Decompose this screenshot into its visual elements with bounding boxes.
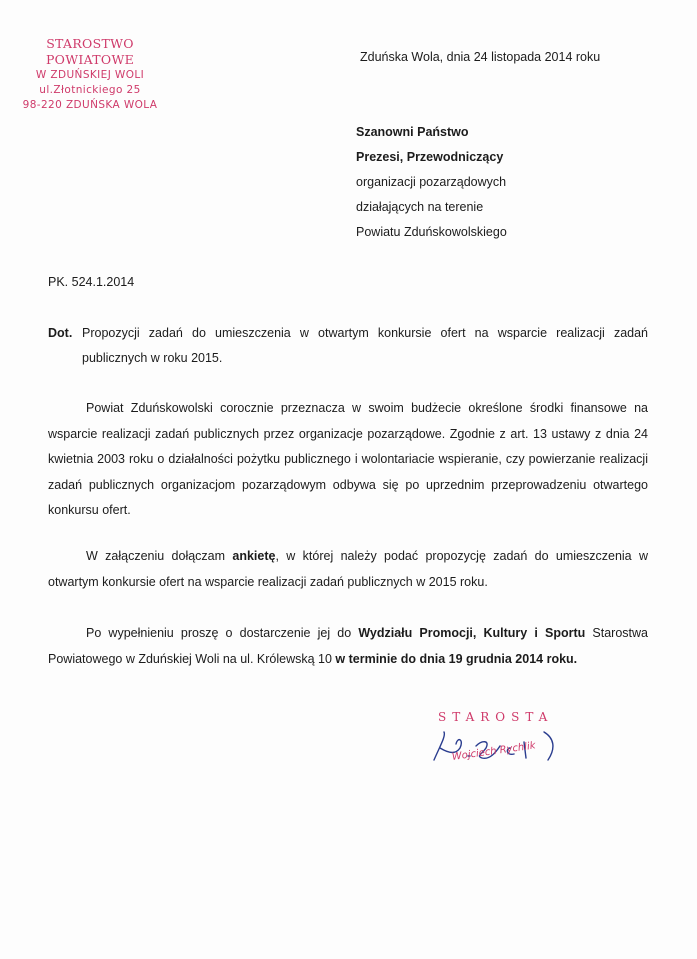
- signature-role-stamp: STAROSTA: [438, 710, 554, 724]
- stamp-line-4: 98-220 ZDUŃSKA WOLA: [22, 99, 158, 111]
- paragraph-3-text-b: Starostwa Powiatowego w Zduńskiej Woli na ul. Królewską 10: [48, 626, 648, 666]
- paragraph-2-text-b: , w której należy podać propozycję zadań do umieszczenia w otwartym konkursie ofert na wsparcie realizacji zadań publicznych w 2015 roku.: [48, 549, 648, 589]
- signature-name-stamp: Wojciech Rychlik: [451, 740, 537, 763]
- stamp-line-3: ul.Złotnickiego 25: [39, 84, 141, 96]
- addressee-line-5: Powiatu Zduńskowolskiego: [356, 225, 507, 239]
- paragraph-2-bold: ankietę: [232, 549, 276, 563]
- paragraph-2-text-a: W załączeniu dołączam: [86, 549, 233, 563]
- addressee-line-4: działających na terenie: [356, 200, 484, 214]
- addressee-line-2: Prezesi, Przewodniczący: [356, 150, 504, 164]
- subject-text: Propozycji zadań do umieszczenia w otwartym konkursie ofert na wsparcie realizacji zadań publicznych w roku 2015.: [82, 326, 648, 365]
- addressee-block: [356, 120, 507, 245]
- paragraph-3-bold-b: w terminie do dnia 19 grudnia 2014 roku.: [335, 651, 578, 666]
- paragraph-3-bold-a: Wydziału Promocji, Kultury i Sportu: [358, 626, 586, 640]
- signature-block: [420, 708, 590, 778]
- date-line: Zduńska Wola, dnia 24 listopada 2014 roku: [360, 50, 601, 64]
- stamp-line-1: STAROSTWO POWIATOWE: [45, 36, 135, 67]
- paragraph-1: Powiat Zduńskowolski corocznie przeznacza w swoim budżecie określone środki finansowe na wsparcie realizacji zadań publicznych przez organizacje pozarządowe. Zgodnie z art. 13 ustawy z dnia 24 kwietnia 2003 roku o działalności pożytku publicznego i wolontariacie wspieranie, czy powierzanie realizacji zadań publicznych organizacjom pozarządowym odbywa się po uprzednim przeprowadzeniu otwartego konkursu ofert.: [48, 401, 648, 518]
- addressee-line-1: Szanowni Państwo: [356, 125, 469, 139]
- paragraph-3-text-a: Po wypełnieniu proszę o dostarczenie jej do: [86, 626, 359, 640]
- office-stamp: [10, 36, 170, 113]
- subject-label: Dot.: [48, 326, 73, 340]
- paragraph-2: [48, 544, 648, 595]
- paragraph-3: [48, 621, 648, 672]
- addressee-line-3: organizacji pozarządowych: [356, 175, 507, 189]
- reference-number: PK. 524.1.2014: [48, 275, 135, 289]
- subject-block: [48, 321, 648, 371]
- stamp-line-2: W ZDUŃSKIEJ WOLI: [35, 69, 145, 81]
